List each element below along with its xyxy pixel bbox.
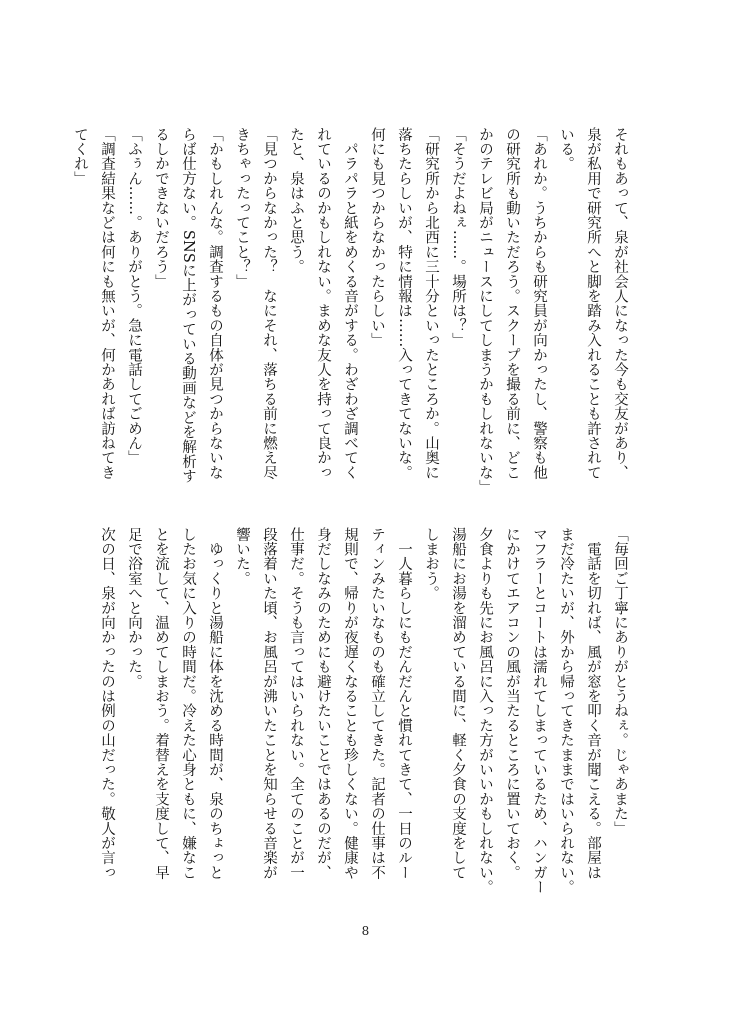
text-line: にかけてエアコンの風が当たるところに置いておく。	[504, 527, 520, 880]
text-line: 段落着いた頃、お風呂が沸いたことを知らせる音楽が	[261, 527, 277, 880]
page-number: 8	[361, 924, 370, 938]
text-line: 規則で、帰りが夜遅くなることも珍しくない。健康や	[342, 527, 358, 880]
text-line: れているのかもしれない。まめな友人を持って良かっ	[315, 127, 331, 480]
text-line: 一人暮らしにもだんだんと慣れてきて、一日のルー	[396, 527, 412, 880]
text-line: 泉が私用で研究所へと脚を踏み入れることも許されて	[585, 127, 601, 480]
text-line: 湯船にお湯を溜めている間に、軽く夕食の支度をして	[450, 527, 466, 880]
text-line: 「そうだよねぇ……。場所は？」	[450, 127, 466, 348]
text-line: きちゃったってこと？」	[234, 127, 250, 289]
text-line: パラパラと紙をめくる音がする。わざわざ調べてく	[342, 127, 358, 480]
text-line: 「研究所から北西に三十分といったところか。山奥に	[423, 127, 439, 480]
text-line: まだ冷たいが、外から帰ってきたままではいられない。	[558, 527, 574, 895]
text-line: マフラーとコートは濡れてしまっているため、ハンガー	[531, 527, 547, 895]
text-line: 身だしなみのためにも避けたいことではあるのだが、	[315, 527, 331, 880]
text-line: 「見つからなかった？ なにそれ、落ちる前に燃え尽	[261, 127, 277, 480]
text-line: 足で浴室へと向かった。	[126, 527, 142, 689]
upper-text-block	[72, 127, 633, 522]
text-line: 「かもしれんな。調査するもの自体が見つからないな	[207, 127, 223, 480]
text-line: ゆっくりと湯船に体を沈める時間が、泉のちょっと	[207, 527, 223, 880]
text-line: 「毎回ご丁寧にありがとうねぇ。じゃあまた」	[612, 527, 628, 836]
text-line: 次の日、泉が向かったのは例の山だった。敬人が言っ	[99, 527, 115, 880]
text-line: たと、泉はふと思う。	[288, 127, 304, 274]
text-line: それもあって、泉が社会人になった今も交友があり、	[612, 127, 628, 480]
text-line: かのテレビ局がニュースにしてしまうかもしれないな」	[477, 127, 493, 495]
text-line: 仕事だ。そうも言ってはいられない。全てのことが一	[288, 527, 304, 880]
text-line: したお気に入りの時間だ。冷えた心身ともに、嫌なこ	[180, 527, 196, 880]
text-line: てくれ」	[72, 127, 88, 186]
text-line: 落ちたらしいが、特に情報は……入ってきてないな。	[396, 127, 412, 480]
text-line: いる。	[558, 127, 574, 172]
lower-text-block	[99, 527, 633, 913]
text-line: るしかできないだろう」	[153, 127, 169, 289]
text-line: 何にも見つからなかったらしい」	[369, 127, 385, 348]
text-line: ティンみたいなものも確立してきた。記者の仕事は不	[369, 527, 385, 880]
text-line: らば仕方ない。SNSに上がっている動画などを解析す	[180, 127, 196, 484]
text-line: しまおう。	[423, 527, 439, 601]
text-line: 「調査結果などは何にも無いが、何かあれば訪ねてき	[99, 127, 115, 480]
text-line: 響いた。	[234, 527, 250, 586]
text-line: の研究所も動いただろう。スクープを撮る前に、どこ	[504, 127, 520, 480]
text-line: とを流して、温めてしまおう。着替えを支度して、早	[153, 527, 169, 880]
text-line: 電話を切れば、風が窓を叩く音が聞こえる。部屋は	[585, 527, 601, 880]
text-line: 「あれか。うちからも研究員が向かったし、警察も他	[531, 127, 547, 480]
text-line: 夕食よりも先にお風呂に入った方がいいかもしれない。	[477, 527, 493, 895]
text-line: 「ふぅん……。ありがとう。急に電話してごめん」	[126, 127, 142, 466]
